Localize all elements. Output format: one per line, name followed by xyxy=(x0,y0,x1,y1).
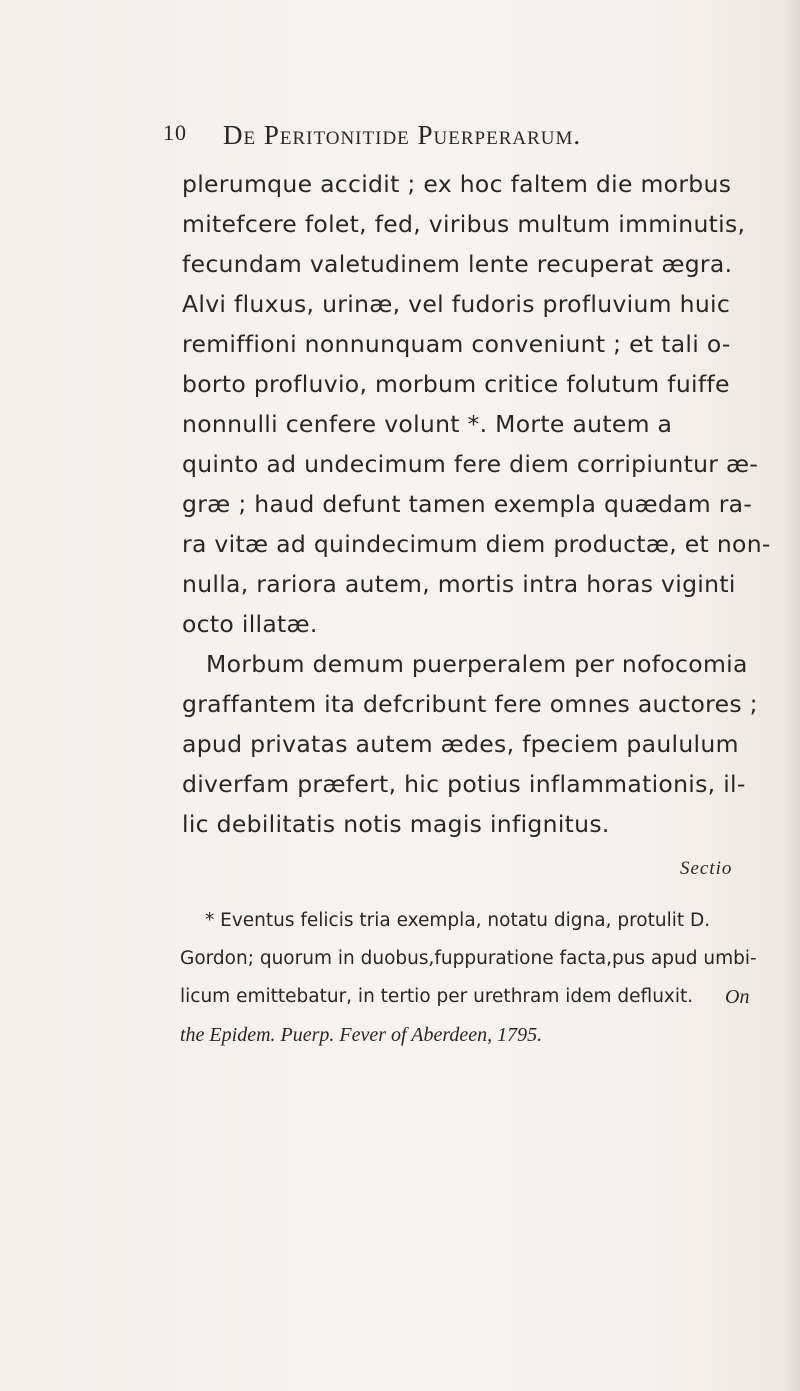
text-line: mitefcere folet, fed, viribus multum imminutis, xyxy=(182,210,746,238)
footnote-line: Gordon; quorum in duobus,fuppuratione facta,pus apud umbi- xyxy=(180,948,757,969)
catchword: Sectio xyxy=(680,858,733,879)
footnote-italic-lead: On xyxy=(725,986,750,1008)
page-edge-shadow xyxy=(782,0,800,1391)
page-number: 10 xyxy=(163,120,187,145)
text-line: remiffioni nonnunquam conveniunt ; et tali o- xyxy=(182,330,731,358)
text-line: græ ; haud defunt tamen exempla quædam ra- xyxy=(182,490,753,518)
text-line: Morbum demum puerperalem per nofocomia xyxy=(206,650,748,678)
text-line: nulla, rariora autem, mortis intra horas viginti xyxy=(182,570,736,598)
text-line: Alvi fluxus, urinæ, vel fudoris profluvium huic xyxy=(182,290,731,318)
text-line: lic debilitatis notis magis infignitus. xyxy=(182,810,610,838)
text-line: plerumque accidit ; ex hoc faltem die morbus xyxy=(182,170,732,198)
running-title: De Peritonitide Puerperarum. xyxy=(223,120,582,150)
text-line: nonnulli cenfere volunt *. Morte autem a xyxy=(182,410,673,438)
text-line: quinto ad undecimum fere diem corripiuntur æ- xyxy=(182,450,759,478)
footnote-line: * Eventus felicis tria exempla, notatu digna, protulit D. xyxy=(205,910,711,931)
page-header xyxy=(163,120,753,160)
text-line: ra vitæ ad quindecimum diem productæ, et non- xyxy=(182,530,771,558)
footnote-line: licum emittebatur, in tertio per urethram idem defluxit. xyxy=(180,986,694,1007)
text-line: borto profluvio, morbum critice folutum fuiffe xyxy=(182,370,730,398)
text-line: diverfam præfert, hic potius inflammationis, il- xyxy=(182,770,746,798)
text-line: fecundam valetudinem lente recuperat ægra. xyxy=(182,250,733,278)
text-line: apud privatas autem ædes, fpeciem paululum xyxy=(182,730,739,758)
text-line: octo illatæ. xyxy=(182,610,318,638)
text-line: graffantem ita defcribunt fere omnes auctores ; xyxy=(182,690,758,718)
footnote-citation: the Epidem. Puerp. Fever of Aberdeen, 1795. xyxy=(180,1024,543,1046)
footnote-line xyxy=(180,1024,542,1047)
